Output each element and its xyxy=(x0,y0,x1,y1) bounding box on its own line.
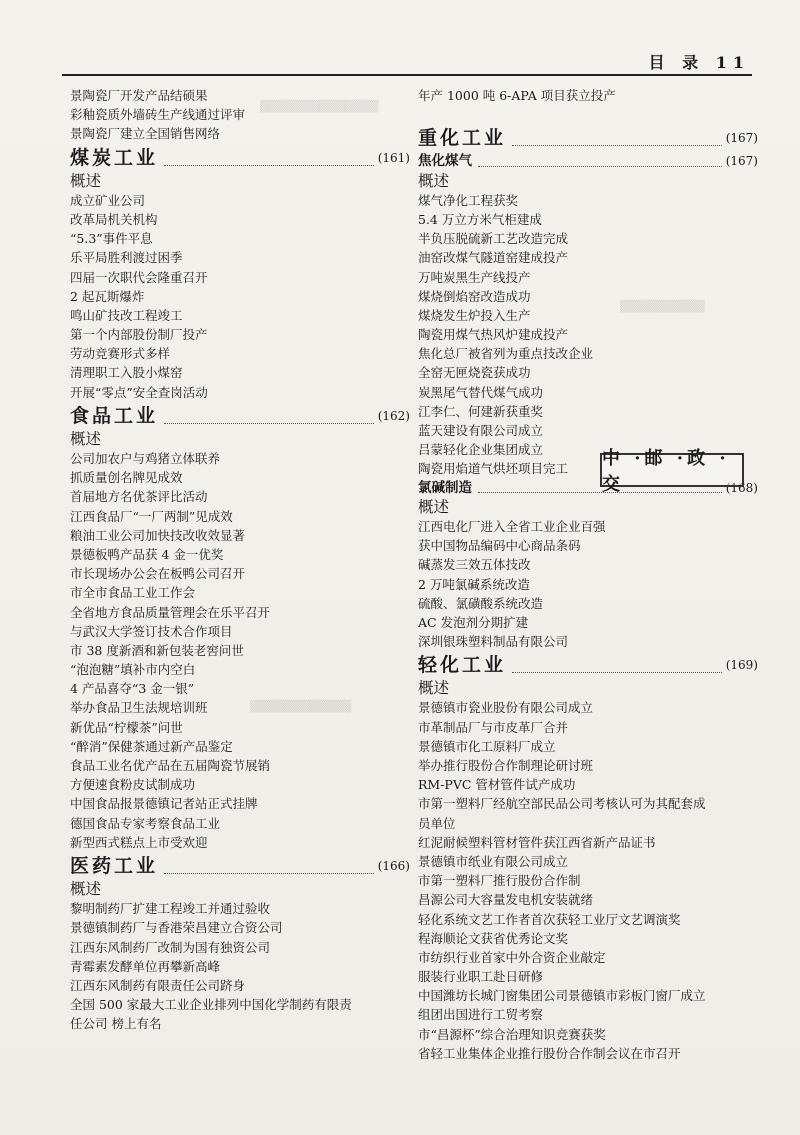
section-heading xyxy=(70,402,410,430)
toc-entry: 概述 xyxy=(70,429,102,448)
postal-stamp: 中 ·邮 ·政 ·交 xyxy=(600,453,744,487)
heading-label: 氯碱制造 xyxy=(418,479,472,496)
toc-entry: 全省地方食品质量管理会在乐平召开 xyxy=(70,604,271,620)
toc-entry: 煤烧倒焰窑改造成功 xyxy=(418,288,531,304)
dot-leader xyxy=(512,671,722,673)
toc-entry: 黎明制药厂扩建工程竣工并通过验收 xyxy=(70,901,271,917)
section-heading xyxy=(70,144,410,172)
toc-entry: 公司加农户与鸡猪立体联养 xyxy=(70,451,221,466)
bleed-through-texture: ▒▒▒▒▒▒▒▒▒▒▒▒▒▒ xyxy=(260,100,379,113)
toc-entry: 江西东风制药有限责任公司跻身 xyxy=(70,977,246,993)
toc-entry: 江西东风制药厂改制为国有独资公司 xyxy=(70,939,271,955)
toc-entry: 组团出国进行工贸考察 xyxy=(418,1007,544,1023)
toc-entry: 鸣山矿技改工程竣工 xyxy=(70,307,183,323)
toc-entry: 新优品“柠檬茶”问世 xyxy=(70,719,183,735)
toc-entry: 获中国物品编码中心商品条码 xyxy=(418,538,581,554)
toc-entry: 举办推行股份合作制理论研讨班 xyxy=(418,758,594,773)
toc-entry: 硫酸、氯磺酸系统改造 xyxy=(418,595,544,611)
toc-entry: 吕蒙轻化企业集团成立 xyxy=(418,442,544,458)
toc-entry: 万吨炭黑生产线投产 xyxy=(418,269,531,285)
toc-entry: 景德镇制药厂与香港荣昌建立合资公司 xyxy=(70,920,283,936)
heading-label: 食品工业 xyxy=(70,404,159,427)
toc-entry: 煤气净化工程获奖 xyxy=(418,192,519,208)
toc-entry: 市长现场办公会在板鸭公司召开 xyxy=(70,566,246,582)
toc-entry: 概述 xyxy=(418,679,450,698)
toc-entry: 景德镇市纸业有限公司成立 xyxy=(418,853,569,869)
toc-entry xyxy=(418,105,758,124)
section-heading xyxy=(70,852,410,880)
dot-leader xyxy=(478,165,722,167)
page-header: 目 录 11 xyxy=(648,53,750,72)
toc-entry: 粮油工业公司加快技改收效显著 xyxy=(70,527,246,543)
toc-entry: 全窑无匣烧瓷获成功 xyxy=(418,365,531,381)
dot-leader xyxy=(164,164,374,166)
toc-entry: 清理职工入股小煤窑 xyxy=(70,365,183,381)
toc-entry: 市“昌源杯”综合治理知识竞赛获奖 xyxy=(418,1026,606,1042)
subsection-heading xyxy=(418,152,758,171)
bleed-through-texture: ▒▒▒▒▒▒▒▒▒▒▒▒ xyxy=(250,700,352,713)
toc-entry: 景德镇市化工原料厂成立 xyxy=(418,738,556,754)
heading-label: 医药工业 xyxy=(70,854,159,877)
toc-entry: 与武汉大学签订技术合作项目 xyxy=(70,623,233,639)
toc-entry: 市 38 度新酒和新包装老窖问世 xyxy=(70,642,244,658)
toc-entry: 江西电化厂进入全省工业企业百强 xyxy=(418,518,606,534)
page-number: (161) xyxy=(377,150,410,165)
toc-entry: 市革制品厂与市皮革厂合并 xyxy=(418,719,569,735)
toc-entry: 德国食品专家考察食品工业 xyxy=(70,815,221,831)
page-number: (169) xyxy=(725,658,758,673)
right-column xyxy=(418,86,758,1063)
toc-entry: 员单位 xyxy=(418,815,456,831)
heading-label: 焦化煤气 xyxy=(418,153,472,170)
page-number: (166) xyxy=(377,858,410,873)
toc-entry: 红泥耐候塑料管材管件获江西省新产品证书 xyxy=(418,834,656,850)
toc-entry: 炭黑尾气替代煤气成功 xyxy=(418,384,544,400)
toc-entry: 首届地方名优茶评比活动 xyxy=(70,489,208,505)
toc-entry: 彩釉瓷质外墙砖生产线通过评审 xyxy=(70,107,246,123)
toc-entry: 概述 xyxy=(418,171,450,190)
left-column xyxy=(70,86,410,1033)
toc-entry: 改革局机关机构 xyxy=(70,211,158,227)
page-number: (162) xyxy=(377,408,410,423)
header-rule xyxy=(62,74,752,76)
toc-entry: 市第一塑料厂推行股份合作制 xyxy=(418,873,581,889)
toc-entry: 陶瓷用焰道气烘坯项目完工 xyxy=(418,461,569,477)
toc-entry: 江西食品厂“一厂两制”见成效 xyxy=(70,508,233,524)
toc-entry: 服装行业职工赴日研修 xyxy=(418,969,544,985)
toc-entry: 油窑改煤气隧道窑建成投产 xyxy=(418,250,569,266)
toc-entry: 四届一次职代会隆重召开 xyxy=(70,269,208,285)
toc-entry: 半负压脱硫新工艺改造完成 xyxy=(418,231,569,247)
toc-entry: 概述 xyxy=(70,879,102,898)
toc-entry: “泡泡糖”填补市内空白 xyxy=(70,662,196,678)
toc-entry: 方便速食粉皮试制成功 xyxy=(70,777,196,793)
toc-entry: 全国 500 家最大工业企业排列中国化学制药有限责 xyxy=(70,997,352,1013)
heading-label: 重化工业 xyxy=(418,127,507,150)
toc-entry: 概述 xyxy=(70,171,102,190)
toc-entry: 举办食品卫生法规培训班 xyxy=(70,700,208,716)
toc-entry: 5.4 万立方米气柜建成 xyxy=(418,211,542,227)
toc-entry: 蓝天建设有限公司成立 xyxy=(418,423,544,438)
toc-entry: 第一个内部股份制厂投产 xyxy=(70,327,208,343)
toc-entry: RM-PVC 管材管件试产成功 xyxy=(418,777,576,793)
toc-entry: 成立矿业公司 xyxy=(70,192,146,208)
toc-entry: 碱蒸发三效五体技改 xyxy=(418,557,531,573)
bleed-through-texture: ▒▒▒▒▒▒▒▒▒▒ xyxy=(620,300,705,313)
toc-entry: 程海顺论文获省优秀论文奖 xyxy=(418,930,569,946)
toc-entry: 陶瓷用煤气热风炉建成投产 xyxy=(418,327,569,343)
toc-entry: 景陶瓷厂开发产品结硕果 xyxy=(70,88,208,103)
toc-entry: 中国食品报景德镇记者站正式挂牌 xyxy=(70,796,258,812)
toc-entry: 任公司 榜上有名 xyxy=(70,1016,162,1032)
toc-entry: 昌源公司大容量发电机安装就绪 xyxy=(418,892,594,908)
toc-entry: AC 发泡剂分期扩建 xyxy=(418,614,529,630)
page-number: (167) xyxy=(725,131,758,146)
toc-entry: 青霉素发酵单位再攀新高峰 xyxy=(70,958,221,974)
toc-entry: 煤烧发生炉投入生产 xyxy=(418,307,531,323)
heading-label: 轻化工业 xyxy=(418,654,507,677)
toc-entry: 年产 1000 吨 6-APA 项目获立投产 xyxy=(418,88,616,103)
toc-entry: “醉消”保健茶通过新产品鉴定 xyxy=(70,738,233,754)
toc-entry: 轻化系统文艺工作者首次获轻工业厅文艺调演奖 xyxy=(418,911,681,927)
toc-entry: 景陶瓷厂建立全国销售网络 xyxy=(70,126,221,142)
dot-leader xyxy=(164,872,374,874)
toc-entry: 深圳银珠塑料制品有限公司 xyxy=(418,634,569,650)
toc-entry: 市第一塑料厂经航空部民品公司考核认可为其配套成 xyxy=(418,796,706,812)
toc-entry: 省轻工业集体企业推行股份合作制会议在市召开 xyxy=(418,1045,681,1061)
toc-entry: 江李仁、何建新获重奖 xyxy=(418,403,544,419)
heading-label: 煤炭工业 xyxy=(70,146,159,169)
toc-entry: 乐平局胜利渡过困季 xyxy=(70,250,183,266)
dot-leader xyxy=(512,144,722,146)
section-heading xyxy=(418,651,758,679)
toc-entry: 焦化总厂被省列为重点技改企业 xyxy=(418,346,594,362)
toc-entry: 2 万吨氯碱系统改造 xyxy=(418,576,530,592)
toc-entry: 4 产品喜夺“3 金一银” xyxy=(70,681,195,697)
toc-entry: 抓质量创名牌见成效 xyxy=(70,470,183,486)
page-number: (168) xyxy=(725,480,758,495)
toc-entry: 劳动竞赛形式多样 xyxy=(70,346,171,362)
page-number: (167) xyxy=(725,154,758,169)
toc-entry: 景德镇市瓷业股份有限公司成立 xyxy=(418,700,594,716)
toc-entry: 概述 xyxy=(418,497,450,516)
toc-entry: 景德板鸭产品获 4 金一优奖 xyxy=(70,546,224,562)
toc-entry: 2 起瓦斯爆炸 xyxy=(70,288,145,304)
toc-entry: 新型西式糕点上市受欢迎 xyxy=(70,834,208,850)
toc-entry: “5.3”事件平息 xyxy=(70,231,153,247)
dot-leader xyxy=(164,422,374,424)
section-heading xyxy=(418,124,758,152)
toc-entry: 中国潍坊长城门窗集团公司景德镇市彩板门窗厂成立 xyxy=(418,988,706,1004)
toc-entry: 市纺织行业首家中外合资企业敲定 xyxy=(418,949,606,965)
toc-entry: 食品工业名优产品在五届陶瓷节展销 xyxy=(70,758,271,773)
toc-entry: 开展“零点”安全查岗活动 xyxy=(70,384,208,400)
toc-entry: 市全市食品工业工作会 xyxy=(70,585,196,601)
